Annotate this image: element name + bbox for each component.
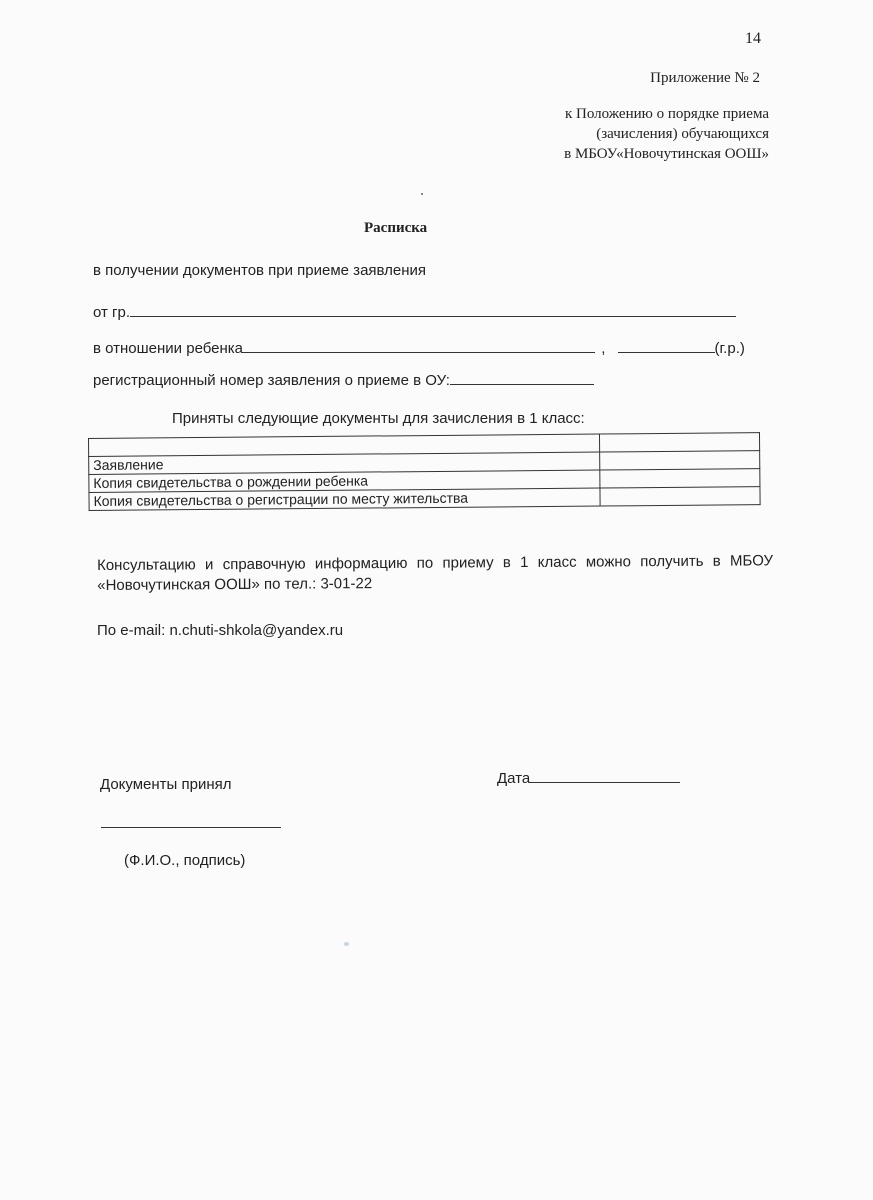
appendix-ref-line: (зачисления) обучающихся [596,126,769,142]
documents-heading: Приняты следующие документы для зачисления в 1 класс: [172,410,585,427]
child-separator: , [601,340,606,357]
document-mark-cell[interactable] [600,487,760,506]
child-label: в отношении ребенка [93,340,244,357]
consultation-line: «Новочутинская ООШ» по тел.: 3-01-22 [97,575,373,594]
date-row [497,768,680,787]
registration-label: регистрационный номер заявления о приеме в ОУ: [93,372,450,389]
signature-line[interactable] [101,826,281,828]
accepted-by-label: Документы принял [100,776,232,793]
birth-year-label: (г.р.) [714,340,745,357]
signature-caption: (Ф.И.О., подпись) [124,852,246,869]
appendix-title: Приложение № 2 [650,70,760,86]
page-number: 14 [745,30,761,47]
consultation-line: Консультацию и справочную информацию по приему в 1 класс можно получить в МБОУ [97,552,774,574]
registration-row [93,370,594,389]
consultation-paragraph [97,551,773,596]
document-mark-cell[interactable] [599,433,759,452]
date-field[interactable] [530,768,680,783]
child-name-field[interactable] [243,338,595,353]
document-subtitle: в получении документов при приеме заявления [93,262,427,279]
document-name-cell: Копия свидетельства о рождении ребенка [89,470,600,492]
scan-speck [421,193,423,195]
documents-table [88,432,761,511]
from-citizen-field[interactable] [130,302,736,317]
email-line: По e-mail: n.chuti-shkola@yandex.ru [97,622,344,639]
document-name-cell: Копия свидетельства о регистрации по месту жительства [89,488,600,510]
appendix-ref-line: к Положению о порядке приема [564,106,769,122]
document-mark-cell[interactable] [600,451,760,470]
from-citizen-row [93,302,736,321]
document-title: Расписка [364,220,428,236]
document-name-cell: Заявление [89,452,600,474]
appendix-ref-line: в МБОУ«Новочутинская ООШ» [564,146,769,162]
child-row [93,338,745,357]
birth-year-field[interactable] [618,338,715,353]
document-mark-cell[interactable] [600,469,760,488]
date-label: Дата [497,770,531,787]
from-label: от гр. [93,304,131,321]
appendix-reference [564,104,769,164]
registration-number-field[interactable] [450,370,594,385]
scan-speck [344,942,349,946]
